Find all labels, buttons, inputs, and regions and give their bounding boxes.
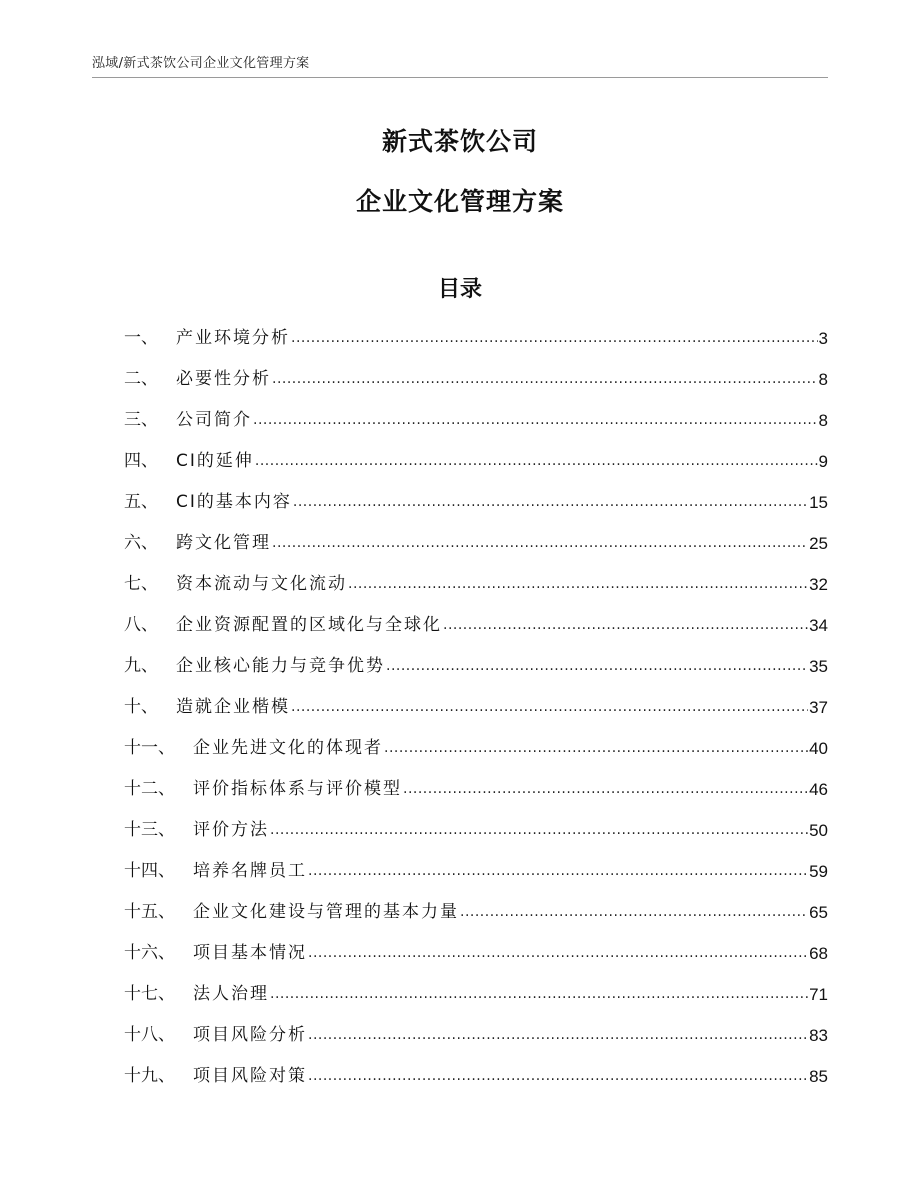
toc-entry-number: 十六: [124, 943, 158, 963]
toc-leader-dots: [460, 892, 808, 933]
toc-entry-number: 二: [124, 369, 141, 389]
toc-entry-label: 企业资源配置的区域化与全球化: [176, 615, 442, 635]
toc-entry[interactable]: [124, 1015, 828, 1056]
toc-entry-page: 46: [809, 780, 828, 799]
toc-leader-dots: [384, 728, 808, 769]
document-title-line1: 新式茶饮公司: [381, 127, 538, 156]
toc-leader-dots: [270, 974, 808, 1015]
toc-leader-dots: [308, 851, 808, 892]
toc-entry-label: 项目风险对策: [193, 1066, 307, 1086]
toc-heading: 目录: [437, 277, 482, 302]
toc-leader-dots: [308, 1056, 808, 1097]
toc-entry-number: 十七: [124, 984, 158, 1004]
toc-entry[interactable]: [124, 933, 828, 974]
toc-entry[interactable]: [124, 851, 828, 892]
toc-entry-label: CI的延伸: [176, 451, 254, 471]
toc-entry-page: 15: [809, 493, 828, 512]
toc-entry-separator: 、: [141, 533, 158, 553]
toc-entry-page: 37: [809, 698, 828, 717]
toc-entry[interactable]: [124, 646, 828, 687]
toc-entry-page: 25: [809, 534, 828, 553]
toc-entry-page: 35: [809, 657, 828, 676]
toc-entry[interactable]: [124, 482, 828, 523]
toc-entry-page: 83: [809, 1026, 828, 1045]
toc-entry-label: 项目风险分析: [193, 1025, 307, 1045]
toc-entry-separator: 、: [141, 574, 158, 594]
toc-entry-label: 培养名牌员工: [193, 861, 307, 881]
toc-entry-label: 法人治理: [193, 984, 269, 1004]
toc-entry-page: 85: [809, 1067, 828, 1086]
toc-entry[interactable]: [124, 974, 828, 1015]
toc-entry-separator: 、: [158, 738, 175, 758]
toc-entry[interactable]: [124, 687, 828, 728]
toc-entry-number: 十四: [124, 861, 158, 881]
toc-leader-dots: [255, 441, 818, 482]
toc-entry-page: 40: [809, 739, 828, 758]
toc-entry-page: 8: [818, 370, 828, 389]
toc-leader-dots: [308, 1015, 808, 1056]
toc-entry[interactable]: [124, 564, 828, 605]
toc-entry-number: 七: [124, 574, 141, 594]
toc-entry-label: 企业先进文化的体现者: [193, 738, 383, 758]
toc-leader-dots: [403, 769, 808, 810]
toc-entry-page: 71: [809, 985, 828, 1004]
toc-entry-separator: 、: [158, 861, 175, 881]
toc-entry-number: 六: [124, 533, 141, 553]
toc-entry-label: 资本流动与文化流动: [176, 574, 347, 594]
toc-entry-label: 项目基本情况: [193, 943, 307, 963]
running-header: 泓域/新式茶饮公司企业文化管理方案: [92, 52, 828, 78]
toc-entry-number: 十三: [124, 820, 158, 840]
toc-entry-page: 34: [809, 616, 828, 635]
toc-leader-dots: [253, 400, 818, 441]
toc-entry[interactable]: [124, 318, 828, 359]
toc-entry-label: 评价指标体系与评价模型: [193, 779, 402, 799]
toc-entry[interactable]: [124, 441, 828, 482]
toc-entry-separator: 、: [158, 1066, 175, 1086]
toc-entry-page: 68: [809, 944, 828, 963]
toc-leader-dots: [291, 318, 818, 359]
toc-entry-label: 评价方法: [193, 820, 269, 840]
toc-entry-label: 企业文化建设与管理的基本力量: [193, 902, 459, 922]
toc-entry-label: 造就企业楷模: [176, 697, 290, 717]
toc-entry[interactable]: [124, 728, 828, 769]
toc-entry[interactable]: [124, 810, 828, 851]
toc-entry-separator: 、: [158, 902, 175, 922]
toc-entry-page: 8: [818, 411, 828, 430]
toc-leader-dots: [272, 523, 808, 564]
toc-entry-separator: 、: [141, 656, 158, 676]
toc-entry-separator: 、: [141, 615, 158, 635]
toc-entry[interactable]: [124, 605, 828, 646]
toc-entry-separator: 、: [158, 820, 175, 840]
toc-entry-number: 十五: [124, 902, 158, 922]
toc-entry-page: 59: [809, 862, 828, 881]
toc-entry-number: 十一: [124, 738, 158, 758]
toc-leader-dots: [272, 359, 818, 400]
toc-entry-number: 十八: [124, 1025, 158, 1045]
toc-entry-separator: 、: [141, 369, 158, 389]
toc-entry-label: 产业环境分析: [176, 328, 290, 348]
toc-leader-dots: [270, 810, 808, 851]
toc-entry-number: 九: [124, 656, 141, 676]
toc-entry-separator: 、: [141, 451, 158, 471]
toc-entry-number: 三: [124, 410, 141, 430]
toc-entry-page: 3: [818, 329, 828, 348]
toc-entry-separator: 、: [141, 492, 158, 512]
toc-entry-number: 四: [124, 451, 141, 471]
toc-entry-separator: 、: [141, 410, 158, 430]
toc-leader-dots: [308, 933, 808, 974]
table-of-contents: [124, 318, 828, 1097]
toc-entry-separator: 、: [141, 328, 158, 348]
toc-entry-label: 跨文化管理: [176, 533, 271, 553]
toc-entry[interactable]: [124, 892, 828, 933]
toc-entry-separator: 、: [141, 697, 158, 717]
toc-entry-page: 9: [818, 452, 828, 471]
toc-entry-page: 65: [809, 903, 828, 922]
toc-entry-label: CI的基本内容: [176, 492, 292, 512]
toc-entry-separator: 、: [158, 779, 175, 799]
toc-entry[interactable]: [124, 769, 828, 810]
toc-leader-dots: [291, 687, 808, 728]
toc-entry[interactable]: [124, 1056, 828, 1097]
toc-leader-dots: [443, 605, 808, 646]
toc-entry-label: 企业核心能力与竞争优势: [176, 656, 385, 676]
toc-entry-number: 十: [124, 697, 141, 717]
toc-leader-dots: [348, 564, 808, 605]
toc-entry-separator: 、: [158, 943, 175, 963]
toc-entry-number: 五: [124, 492, 141, 512]
toc-entry-separator: 、: [158, 984, 175, 1004]
toc-entry-number: 一: [124, 328, 141, 348]
toc-entry-label: 必要性分析: [176, 369, 271, 389]
toc-leader-dots: [386, 646, 808, 687]
document-title-line2: 企业文化管理方案: [355, 187, 564, 216]
toc-leader-dots: [293, 482, 808, 523]
toc-entry[interactable]: [124, 523, 828, 564]
toc-entry-page: 32: [809, 575, 828, 594]
toc-entry-number: 十二: [124, 779, 158, 799]
toc-entry-number: 十九: [124, 1066, 158, 1086]
toc-entry-label: 公司简介: [176, 410, 252, 430]
toc-entry-page: 50: [809, 821, 828, 840]
toc-entry-separator: 、: [158, 1025, 175, 1045]
toc-entry[interactable]: [124, 400, 828, 441]
toc-entry[interactable]: [124, 359, 828, 400]
toc-entry-number: 八: [124, 615, 141, 635]
